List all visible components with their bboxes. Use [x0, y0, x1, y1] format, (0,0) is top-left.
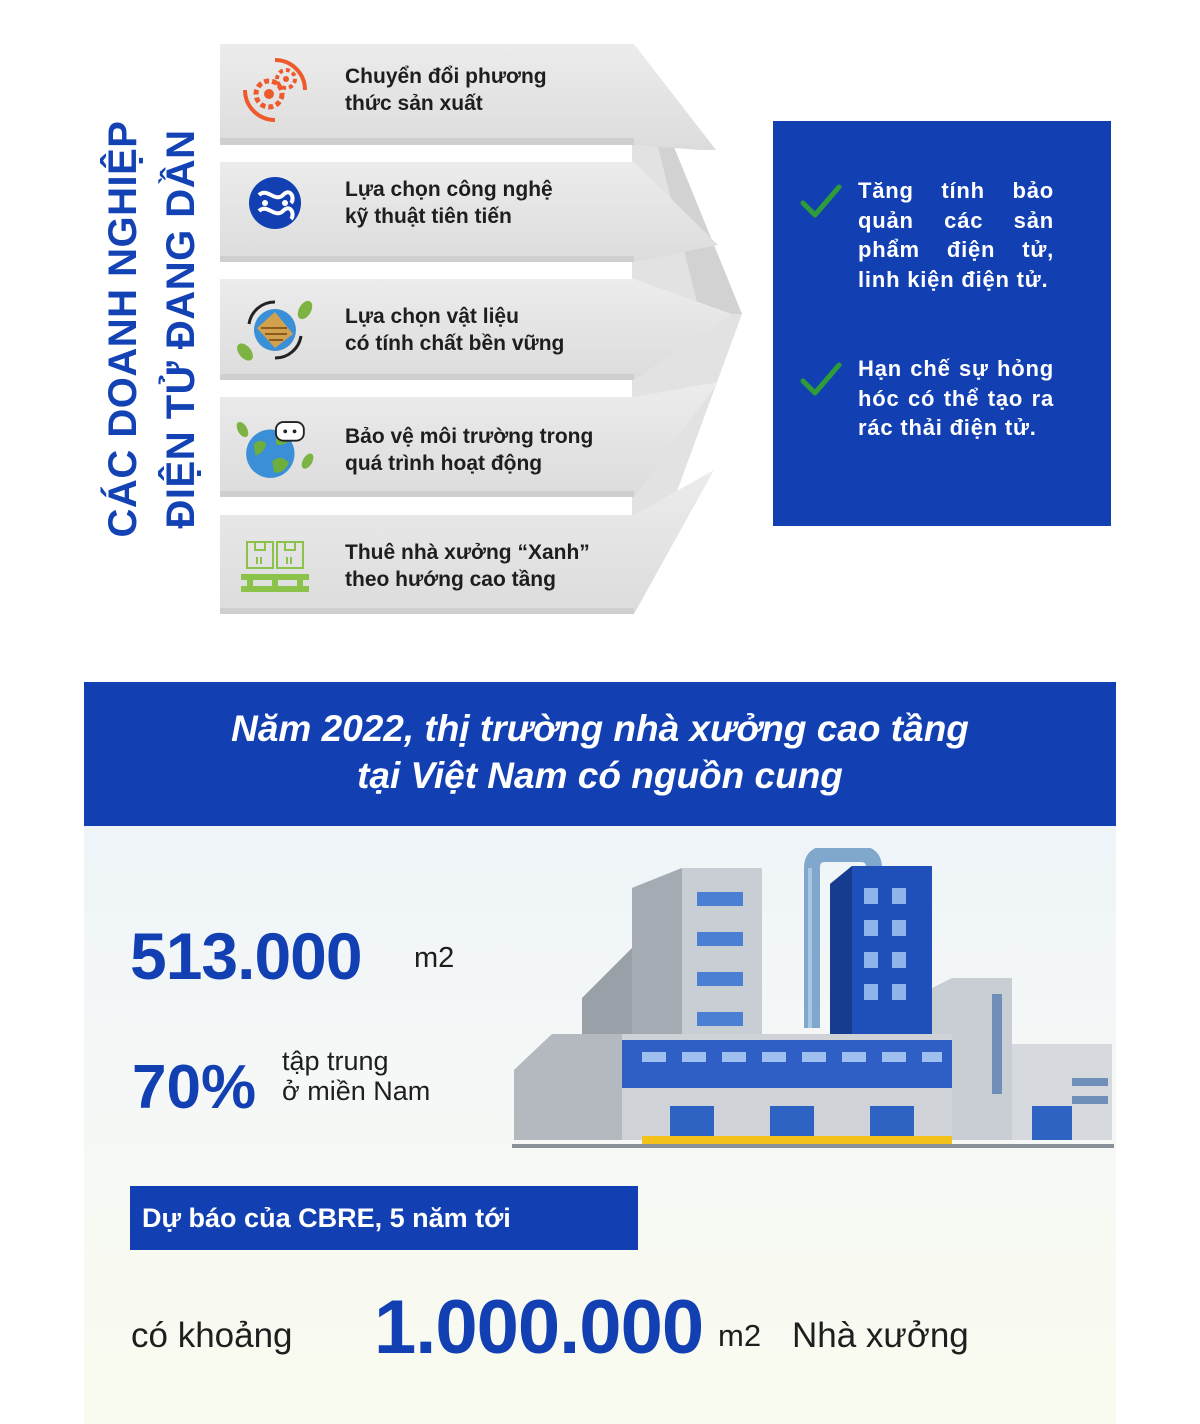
forecast-label: Dự báo của CBRE, 5 năm tới — [130, 1186, 638, 1250]
benefits-box — [773, 121, 1111, 526]
gears-icon — [235, 50, 315, 130]
market-banner — [84, 682, 1116, 826]
future-prefix: có khoảng — [131, 1316, 293, 1355]
dna-tech-icon — [235, 163, 315, 243]
step-label-line1: Bảo vệ môi trường trong — [345, 425, 594, 448]
banner-line2: tại Việt Nam có nguồn cung — [357, 755, 843, 796]
step-item — [235, 290, 635, 370]
step-item — [235, 410, 635, 490]
step-label-line2: thức sản xuất — [345, 92, 483, 115]
green-warehouse-icon — [235, 526, 315, 606]
share-label-line2: ở miền Nam — [282, 1076, 431, 1106]
step-label-line1: Chuyển đổi phương — [345, 65, 547, 88]
share-label-line1: tập trung — [282, 1046, 389, 1076]
step-label-line1: Thuê nhà xưởng “Xanh” — [345, 541, 590, 564]
benefit-text: Hạn chế sự hỏng hóc có thể tạo ra rác thải điện tử. — [858, 356, 1054, 440]
step-label-line2: quá trình hoạt động — [345, 452, 543, 475]
future-value: 1.000.000 — [374, 1285, 704, 1370]
step-label-line1: Lựa chọn vật liệu — [345, 305, 519, 328]
check-icon — [799, 181, 843, 221]
share-label — [282, 1046, 430, 1106]
supply-unit: m2 — [414, 942, 455, 974]
side-title-line2: ĐIỆN TỬ ĐANG DẦN — [159, 129, 203, 529]
step-label-line1: Lựa chọn công nghệ — [345, 178, 553, 201]
step-label-line2: theo hướng cao tầng — [345, 568, 556, 591]
banner-line1: Năm 2022, thị trường nhà xưởng cao tầng — [231, 708, 969, 749]
protect-earth-icon — [235, 410, 315, 490]
step-item — [235, 526, 635, 606]
benefit-text: Tăng tính bảo quản các sản phẩm điện tử, linh kiện điện tử. — [858, 178, 1054, 292]
factory-illustration — [512, 848, 1114, 1148]
step-item — [235, 50, 635, 130]
future-unit: m2 — [718, 1318, 762, 1353]
future-suffix: Nhà xưởng — [792, 1316, 969, 1355]
check-icon — [799, 359, 843, 399]
supply-value: 513.000 — [130, 919, 362, 993]
side-title-line1: CÁC DOANH NGHIỆP — [101, 120, 145, 538]
step-label-line2: kỹ thuật tiên tiến — [345, 205, 512, 228]
step-item — [235, 163, 635, 243]
step-label-line2: có tính chất bền vững — [345, 332, 565, 355]
share-value: 70% — [132, 1053, 257, 1122]
sustainable-earth-icon — [235, 290, 315, 370]
